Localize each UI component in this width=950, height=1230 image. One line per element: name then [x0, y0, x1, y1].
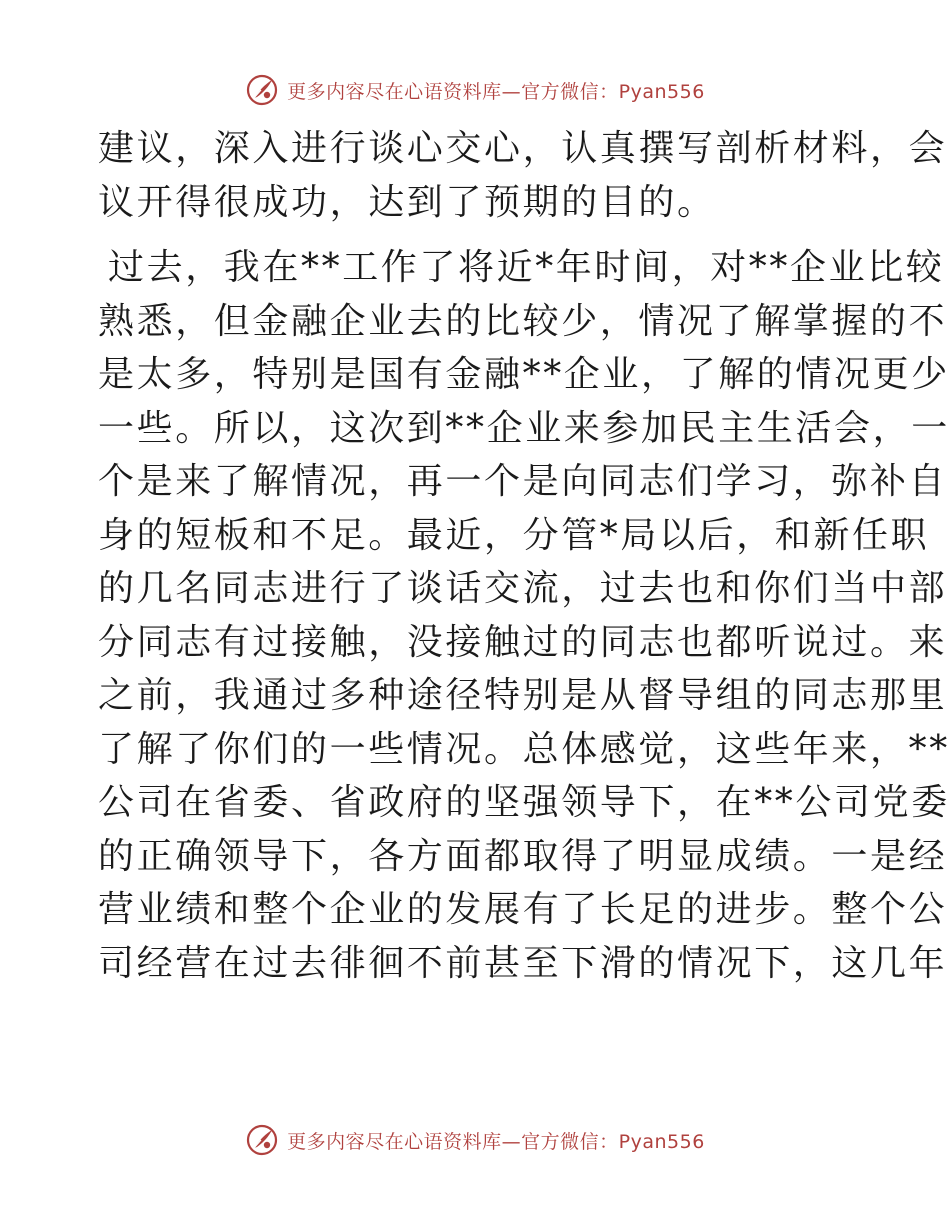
text-line: 议开得很成功，达到了预期的目的。: [98, 181, 716, 223]
text-line: 身的短板和不足。最近，分管*局以后，和新任职: [98, 514, 930, 556]
paragraph-2: [98, 241, 950, 990]
footer-banner: [0, 1120, 950, 1160]
header-banner: [0, 70, 950, 110]
text-line: 营业绩和整个企业的发展有了长足的进步。整个公: [98, 889, 948, 930]
text-line: 是太多，特别是国有金融**企业，了解的情况更少: [98, 354, 950, 395]
text-line: 建议，深入进行谈心交心，认真撰写剖析材料，会: [98, 128, 948, 169]
text-line: 一些。所以，这次到**企业来参加民主生活会，一: [98, 407, 950, 449]
text-line: 熟悉，但金融企业去的比较少，情况了解掌握的不: [98, 300, 948, 342]
text-line: 司经营在过去徘徊不前甚至下滑的情况下，这几年: [98, 942, 948, 984]
text-line: 了解了你们的一些情况。总体感觉，这些年来，**: [98, 728, 950, 770]
paragraph-1: [98, 122, 948, 229]
feather-pen-seal-icon: [245, 73, 279, 107]
text-line: 过去，我在**工作了将近*年时间，对**企业比较: [108, 247, 945, 288]
text-line: 的几名同志进行了谈话交流，过去也和你们当中部: [98, 568, 948, 609]
footer-banner-text: 更多内容尽在心语资料库—官方微信：Pyan556: [287, 1130, 705, 1153]
text-line: 个是来了解情况，再一个是向同志们学习，弥补自: [98, 461, 948, 502]
text-line: 的正确领导下，各方面都取得了明显成绩。一是经: [98, 835, 948, 877]
feather-pen-seal-icon: [245, 1123, 279, 1157]
text-line: 公司在省委、省政府的坚强领导下，在**公司党委: [98, 782, 950, 823]
text-line: 分同志有过接触，没接触过的同志也都听说过。来: [98, 621, 948, 663]
text-line: 之前，我通过多种途径特别是从督导组的同志那里: [98, 675, 948, 716]
paragraph-gap: [98, 229, 853, 241]
document-body: [98, 122, 950, 990]
header-banner-text: 更多内容尽在心语资料库—官方微信：Pyan556: [287, 80, 705, 103]
